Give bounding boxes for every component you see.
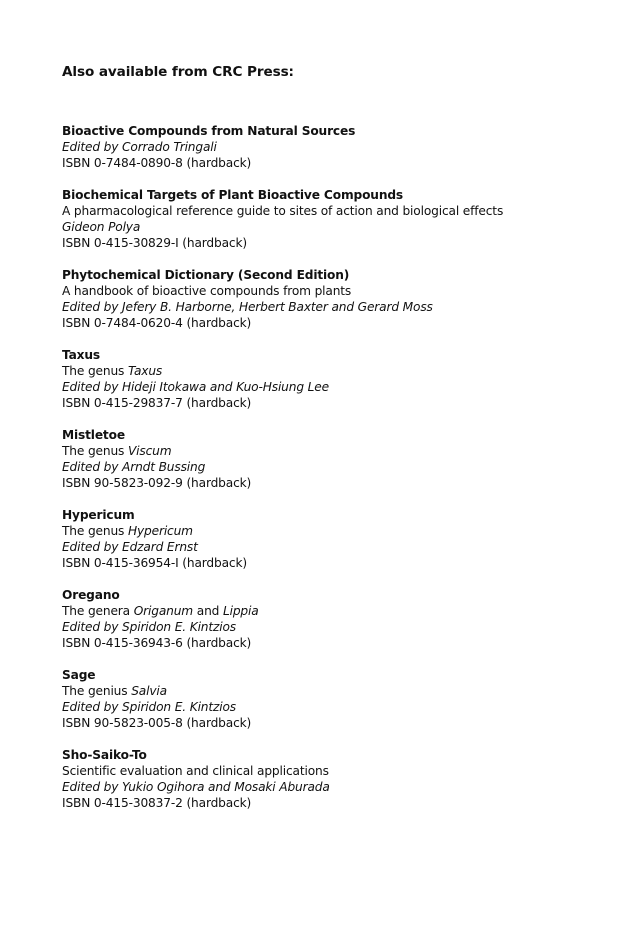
book-isbn: ISBN 0-415-30829-I (hardback) [62, 236, 247, 250]
book-subtitle-text: A handbook of bioactive compounds from plants [62, 284, 352, 298]
book-isbn: ISBN 90-5823-092-9 (hardback) [62, 476, 252, 490]
book-editor: Edited by Yukio Ogihora and Mosaki Aburada [62, 780, 330, 794]
book-subtitle [62, 683, 622, 699]
book-subtitle [62, 763, 622, 779]
book-editor: Edited by Edzard Ernst [62, 540, 198, 554]
book-subtitle [62, 523, 622, 539]
book-entry [62, 123, 622, 171]
book-subtitle [62, 603, 622, 619]
book-isbn: ISBN 0-415-30837-2 (hardback) [62, 796, 252, 810]
book-title: Hypericum [62, 508, 135, 522]
book-title: Bioactive Compounds from Natural Sources [62, 124, 356, 138]
book-subtitle-italic: Salvia [131, 684, 167, 698]
book-subtitle-text: The genius [62, 684, 132, 698]
book-editor: Edited by Spiridon E. Kintzios [62, 700, 236, 714]
book-isbn: ISBN 0-415-29837-7 (hardback) [62, 396, 252, 410]
book-editor: Edited by Spiridon E. Kintzios [62, 620, 236, 634]
book-editor: Edited by Arndt Bussing [62, 460, 206, 474]
book-subtitle-text: The genus [62, 364, 128, 378]
book-editor: Edited by Jefery B. Harborne, Herbert Baxter and Gerard Moss [62, 300, 433, 314]
book-entry [62, 667, 622, 731]
book-isbn: ISBN 0-7484-0620-4 (hardback) [62, 316, 252, 330]
book-subtitle-italic: Viscum [127, 444, 172, 458]
book-editor: Edited by Corrado Tringali [62, 140, 217, 154]
book-editor: Edited by Hideji Itokawa and Kuo-Hsiung Lee [62, 380, 329, 394]
book-title: Mistletoe [62, 428, 125, 442]
book-title: Biochemical Targets of Plant Bioactive Compounds [62, 188, 404, 202]
book-list [62, 123, 622, 827]
book-subtitle-text: The genus [62, 524, 128, 538]
book-entry [62, 267, 622, 331]
book-subtitle-text: Scientific evaluation and clinical applications [62, 764, 329, 778]
book-isbn: ISBN 90-5823-005-8 (hardback) [62, 716, 252, 730]
book-isbn: ISBN 0-415-36954-I (hardback) [62, 556, 247, 570]
book-entry [62, 507, 622, 571]
book-entry [62, 187, 622, 251]
book-entry [62, 427, 622, 491]
book-subtitle-text: The genera [62, 604, 134, 618]
book-title: Phytochemical Dictionary (Second Edition) [62, 268, 350, 282]
book-isbn: ISBN 0-415-36943-6 (hardback) [62, 636, 252, 650]
book-isbn: ISBN 0-7484-0890-8 (hardback) [62, 156, 252, 170]
book-entry [62, 587, 622, 651]
book-title: Sho-Saiko-To [62, 748, 147, 762]
book-subtitle-italic: Lippia [222, 604, 259, 618]
book-subtitle-italic: Taxus [127, 364, 163, 378]
book-title: Oregano [62, 588, 120, 602]
book-subtitle [62, 443, 622, 459]
page-heading: Also available from CRC Press: [62, 64, 294, 80]
book-editor: Gideon Polya [62, 220, 141, 234]
book-subtitle-italic: Origanum [133, 604, 194, 618]
book-title: Taxus [62, 348, 101, 362]
book-entry [62, 347, 622, 411]
book-entry [62, 747, 622, 811]
book-subtitle-text: and [193, 604, 223, 618]
book-subtitle [62, 363, 622, 379]
book-subtitle [62, 283, 622, 299]
book-title: Sage [62, 668, 96, 682]
book-subtitle-text: The genus [62, 444, 128, 458]
book-subtitle-text: A pharmacological reference guide to sites of action and biological effects [62, 204, 504, 218]
book-subtitle-italic: Hypericum [127, 524, 193, 538]
book-subtitle [62, 203, 622, 219]
